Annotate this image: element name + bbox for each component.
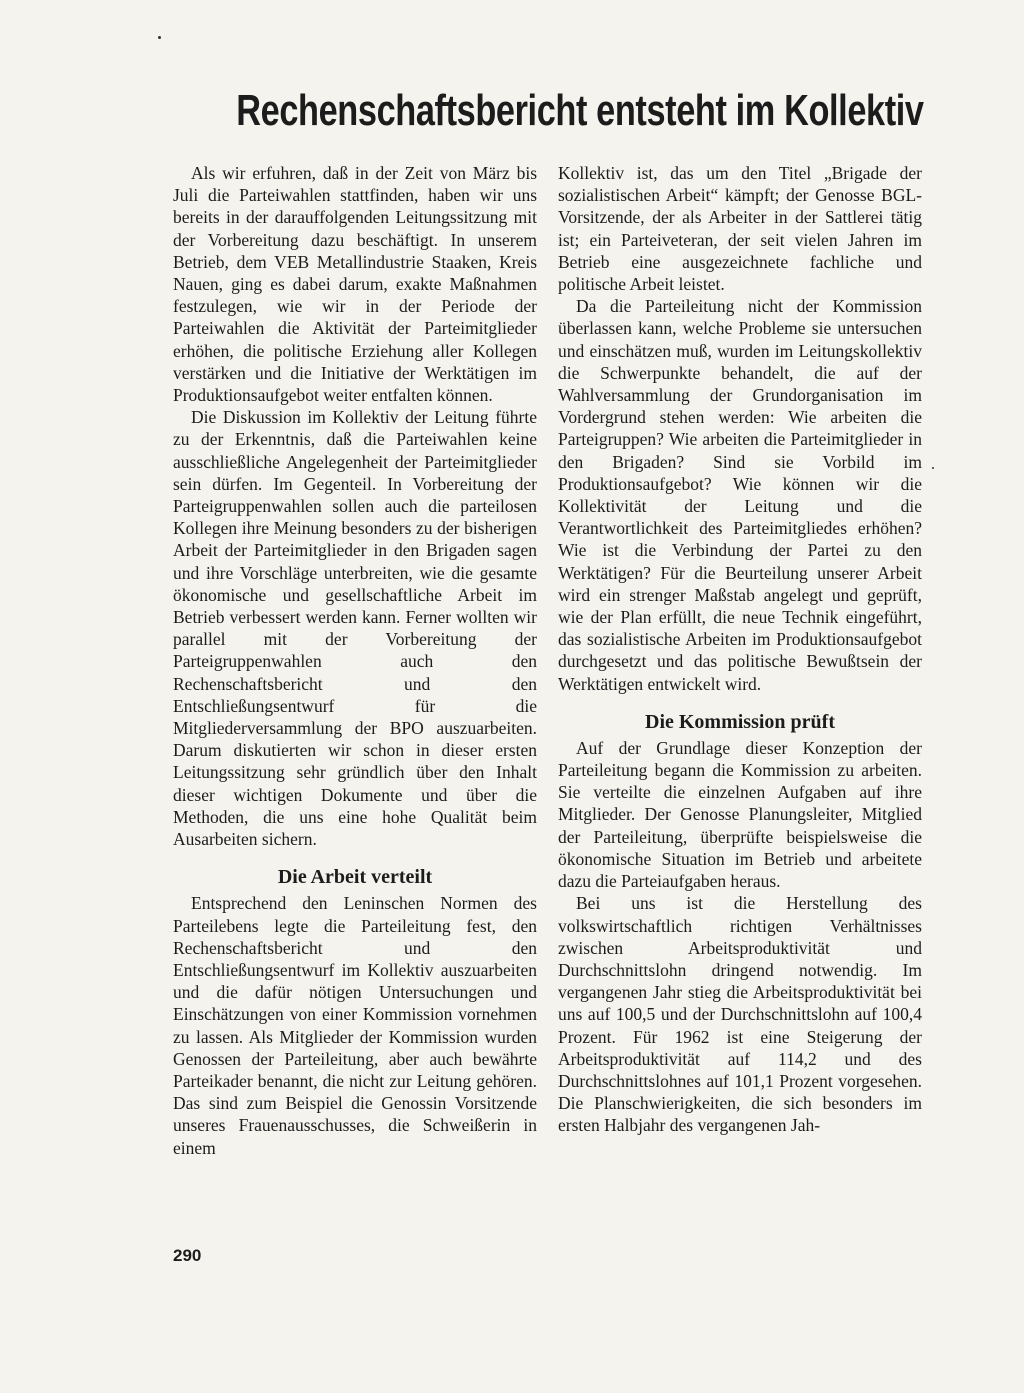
paragraph: Da die Parteileitung nicht der Kommission überlassen kann, welche Probleme sie untersuchen und einschätzen muß, wurden im Leitungskollektiv die Schwerpunkte behandelt, die auf der Wahlversammlung der Grundorganisation im Vordergrund stehen werden: Wie arbeiten die Parteigruppen? Wie arbeiten die Parteimitglieder in den Brigaden? Sind sie Vorbild im Produktionsaufgebot? Wie können wir die Kollektivität der Leitung und die Verantwortlichkeit des Parteimitgliedes erhöhen? Wie ist die Verbindung der Partei zu den Werktätigen? Für die Beurteilung unserer Arbeit wird ein strenger Maßstab angelegt und geprüft, wie der Plan erfüllt, die neue Technik eingeführt, das sozialistische Arbeiten im Produktionsaufgebot durchgesetzt und das politische Bewußtsein der Werktätigen entwickelt wird. [558, 296, 922, 694]
paragraph: Als wir erfuhren, daß in der Zeit von März bis Juli die Parteiwahlen stattfinden, haben wir uns bereits in der darauffolgenden Leitungssitzung mit der Vorbereitung dazu beschäftigt. In unserem Betrieb, dem VEB Metallindustrie Staaken, Kreis Nauen, ging es dabei darum, exakte Maßnahmen festzulegen, wie wir in der Periode der Parteiwahlen die Aktivität der Parteimitglieder erhöhen, die politische Erziehung aller Kollegen verstärken und die Initiative der Werktätigen im Produktionsaufgebot weiter entfalten können. [173, 163, 537, 406]
paragraph: Entsprechend den Leninschen Normen des Parteilebens legte die Parteileitung fest, den Rechenschaftsbericht und den Entschließungsentwurf im Kollektiv auszuarbeiten und die dafür nötigen Untersuchungen und Einschätzungen von einer Kommission vornehmen zu lassen. Als Mitglieder der Kommission wurden Genossen der Parteileitung, aber auch bewährte Parteikader benannt, die nicht zur Leitung gehören. Das sind zum Beispiel die Genossin Vorsitzende unseres Frauenausschusses, die Schweißerin in einem [173, 893, 537, 1158]
paragraph: Kollektiv ist, das um den Titel „Brigade der sozialistischen Arbeit“ kämpft; der Genosse BGL-Vorsitzende, der als Arbeiter in der Sattlerei tätig ist; ein Parteiveteran, der seit vielen Jahren im Betrieb eine ausgezeichnete fachliche und politische Arbeit leistet. [558, 163, 922, 295]
paragraph: Auf der Grundlage dieser Konzeption der Parteileitung begann die Kommission zu arbeiten. Sie verteilte die einzelnen Aufgaben auf ihre Mitglieder. Der Genosse Planungsleiter, Mitglied der Parteileitung, überprüfte beispielsweise die ökonomische Situation im Betrieb und arbeitete dazu die Parteiaufgaben heraus. [558, 737, 922, 892]
section-heading-arbeit-verteilt: Die Arbeit verteilt [277, 866, 433, 889]
right-column [558, 162, 922, 1137]
paragraph: Die Diskussion im Kollektiv der Leitung führte zu der Erkenntnis, daß die Parteiwahlen keine ausschließliche Angelegenheit der Parteimitglieder sein dürfen. Im Gegenteil. In Vorbereitung der Parteigruppenwahlen sollen auch die parteilosen Kollegen ihre Meinung besonders zu der bisherigen Arbeit der Parteimitglieder in den Brigaden sagen und ihre Vorschläge unterbreiten, wie die gesamte ökonomische und gesellschaftliche Arbeit im Betrieb verbessert werden kann. Ferner wollten wir parallel mit der Vorbereitung der Parteigruppenwahlen auch den Rechenschaftsbericht und den Entschließungsentwurf für die Mitgliederversammlung der BPO auszuarbeiten. Darum diskutierten wir schon in dieser ersten Leitungssitzung sehr gründlich über den Inhalt dieser wichtigen Dokumente und über die Methoden, die uns eine hohe Qualität beim Ausarbeiten sichern. [173, 407, 537, 850]
print-speck [158, 36, 161, 39]
paragraph: Bei uns ist die Herstellung des volkswirtschaftlich richtigen Verhältnisses zwischen Arbeitsproduktivität und Durchschnittslohn dringend notwendig. Im vergangenen Jahr stieg die Arbeitsproduktivität bei uns auf 100,5 und der Durchschnittslohn auf 100,4 Prozent. Für 1962 ist eine Steigerung der Arbeitsproduktivität auf 114,2 und des Durchschnittslohnes auf 101,1 Prozent vorgesehen. Die Planschwierigkeiten, die sich besonders im ersten Halbjahr des vergangenen Jah- [558, 893, 922, 1136]
article-title: Rechenschaftsbericht entsteht im Kollektiv [236, 86, 924, 135]
print-speck [932, 467, 934, 469]
page-number: 290 [173, 1246, 202, 1265]
section-heading-kommission-prueft: Die Kommission prüft [645, 710, 835, 733]
left-column [173, 162, 537, 1159]
